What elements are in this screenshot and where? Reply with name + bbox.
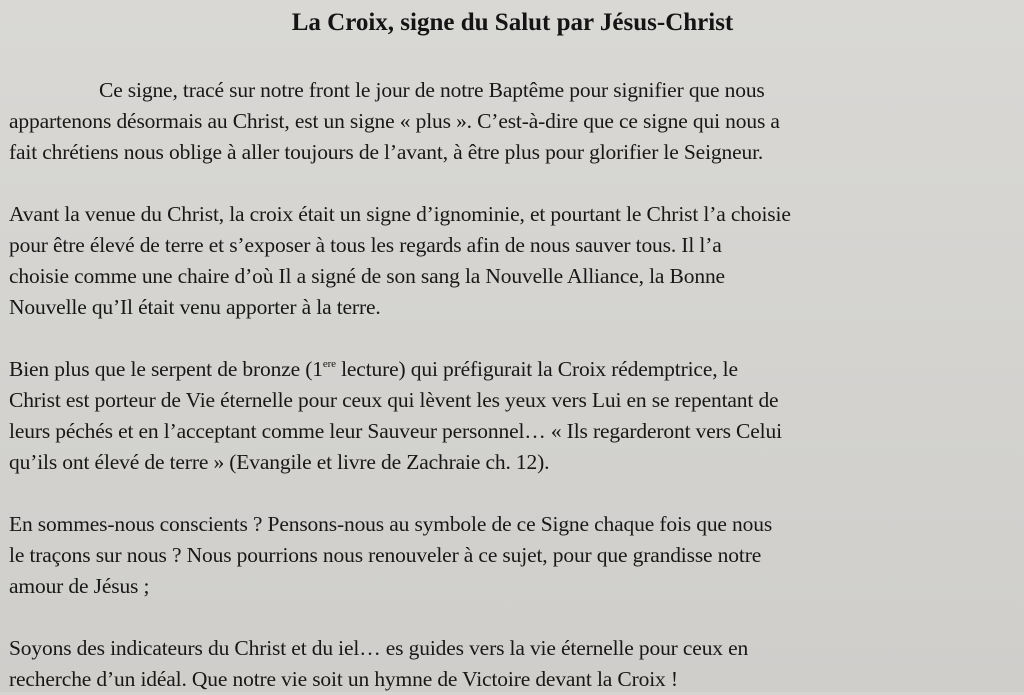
- paragraph-line: leurs péchés et en l’acceptant comme leur Sauveur personnel… « Ils regarderont vers Celui: [9, 419, 782, 443]
- paragraph-line: Soyons des indicateurs du Christ et du iel… es guides vers la vie éternelle pour ceux en: [9, 636, 749, 660]
- paragraph-line: recherche d’un idéal. Que notre vie soit un hymne de Victoire devant la Croix !: [9, 667, 678, 691]
- paragraph-line: le traçons sur nous ? Nous pourrions nous renouveler à ce sujet, pour que grandisse notre: [9, 543, 762, 567]
- line-text-after-superscript: lecture) qui préfigurait la Croix rédemptrice, le: [335, 357, 738, 381]
- paragraph-line: Christ est porteur de Vie éternelle pour ceux qui lèvent les yeux vers Lui en se repentant de: [9, 388, 779, 412]
- paragraph-line: appartenons désormais au Christ, est un signe « plus ». C’est-à-dire que ce signe qui nous a: [9, 109, 780, 133]
- paragraph-line-with-superscript: [9, 354, 1016, 385]
- paragraph-line: Avant la venue du Christ, la croix était un signe d’ignominie, et pourtant le Christ l’a choisie: [9, 202, 791, 226]
- paragraph-3: [9, 354, 1016, 478]
- paragraph-line: pour être élevé de terre et s’exposer à tous les regards afin de nous sauver tous. Il l’a: [9, 233, 722, 257]
- paragraph-line: Ce signe, tracé sur notre front le jour de notre Baptême pour signifier que nous: [99, 78, 765, 102]
- document-title: La Croix, signe du Salut par Jésus-Christ: [291, 9, 734, 36]
- paragraph-line: qu’ils ont élevé de terre » (Evangile et livre de Zachraie ch. 12).: [9, 450, 550, 474]
- paragraph-line: amour de Jésus ;: [9, 574, 150, 598]
- paragraph-line: En sommes-nous conscients ? Pensons-nous au symbole de ce Signe chaque fois que nous: [9, 512, 773, 536]
- paragraph-5: [9, 633, 1016, 695]
- paragraph-line: choisie comme une chaire d’où Il a signé de son sang la Nouvelle Alliance, la Bonne: [9, 264, 725, 288]
- ordinal-superscript: ere: [322, 358, 336, 370]
- paragraph-1: [9, 75, 1016, 168]
- paragraph-line: Nouvelle qu’Il était venu apporter à la terre.: [9, 295, 381, 319]
- paragraph-4: [9, 509, 1016, 602]
- line-text-before-superscript: Bien plus que le serpent de bronze (1: [9, 357, 323, 381]
- paragraph-line: fait chrétiens nous oblige à aller toujours de l’avant, à être plus pour glorifier le Seigneur.: [9, 140, 764, 164]
- paragraph-2: [9, 199, 1016, 323]
